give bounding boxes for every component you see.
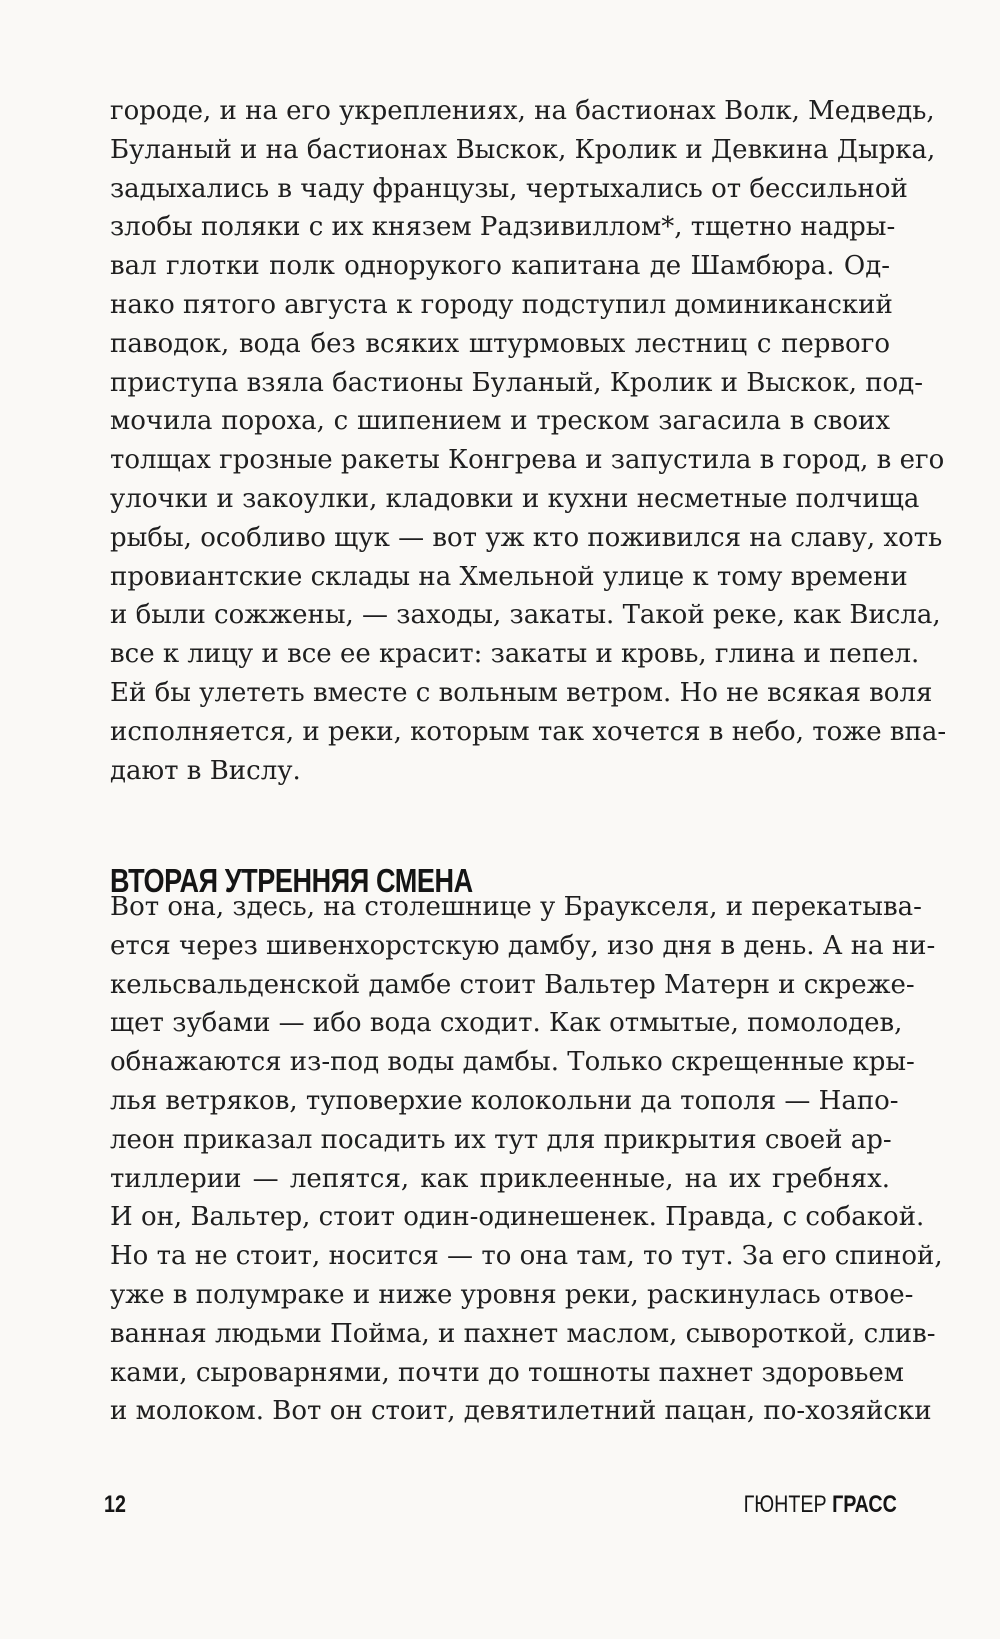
body-text-section-1 bbox=[110, 92, 947, 790]
text-line: обнажаются из-под воды дамбы. Только скрещенные кры- bbox=[110, 1047, 915, 1078]
text-line: И он, Вальтер, стоит один-одинешенек. Правда, с собакой. bbox=[110, 1202, 925, 1233]
text-line: все к лицу и все ее красит: закаты и кровь, глина и пепел. bbox=[110, 639, 920, 670]
text-line: дают в Вислу. bbox=[110, 755, 301, 786]
text-line: и были сожжены, — заходы, закаты. Такой реке, как Висла, bbox=[110, 600, 941, 631]
section-heading: ВТОРАЯ УТРЕННЯЯ СМЕНА bbox=[110, 862, 473, 899]
running-footer-author bbox=[744, 1491, 897, 1519]
body-text-section-2 bbox=[110, 888, 943, 1431]
author-last-name: ГРАСС bbox=[832, 1491, 897, 1518]
text-line: паводок, вода без всяких штурмовых лестниц с первого bbox=[110, 328, 890, 359]
text-line: лья ветряков, туповерхие колокольни да тополя — Напо- bbox=[110, 1085, 899, 1116]
text-line: провиантские склады на Хмельной улице к тому времени bbox=[110, 561, 908, 592]
text-line: толщах грозные ракеты Конгрева и запустила в город, в его bbox=[110, 445, 945, 476]
text-line: и молоком. Вот он стоит, девятилетний пацан, по-хозяйски bbox=[110, 1396, 932, 1427]
page-number: 12 bbox=[104, 1491, 126, 1518]
text-line: щет зубами — ибо вода сходит. Как отмытые, помолодев, bbox=[110, 1008, 903, 1039]
text-line: ванная людьми Пойма, и пахнет маслом, сывороткой, слив- bbox=[110, 1318, 936, 1349]
text-line: кельсвальденской дамбе стоит Вальтер Матерн и скреже- bbox=[110, 969, 915, 1000]
author-first-name: ГЮНТЕР bbox=[743, 1491, 827, 1518]
text-line: Буланый и на бастионах Выскок, Кролик и Девкина Дырка, bbox=[110, 134, 936, 165]
text-line: мочила пороха, с шипением и треском загасила в своих bbox=[110, 406, 890, 437]
text-line: приступа взяла бастионы Буланый, Кролик и Выскок, под- bbox=[110, 367, 924, 398]
text-line: тиллерии — лепятся, как приклеенные, на их гребнях. bbox=[110, 1163, 890, 1194]
text-line: Вот она, здесь, на столешнице у Браукселя, и перекатыва- bbox=[110, 892, 922, 922]
text-line: злобы поляки с их князем Радзивиллом*, тщетно надры- bbox=[110, 212, 896, 243]
text-line: исполняется, и реки, которым так хочется в небо, тоже впа- bbox=[110, 716, 947, 747]
text-line: вал глотки полк однорукого капитана де Шамбюра. Од- bbox=[110, 251, 890, 282]
text-line: городе, и на его укреплениях, на бастионах Волк, Медведь, bbox=[110, 96, 935, 126]
text-line: улочки и закоулки, кладовки и кухни несметные полчища bbox=[110, 483, 920, 514]
text-line: ками, сыроварнями, почти до тошноты пахнет здоровьем bbox=[110, 1357, 904, 1388]
text-line: уже в полумраке и ниже уровня реки, раскинулась отвое- bbox=[110, 1279, 914, 1310]
text-line: рыбы, особливо щук — вот уж кто поживился на славу, хоть bbox=[110, 522, 943, 553]
text-line: задыхались в чаду французы, чертыхались от бессильной bbox=[110, 173, 908, 204]
text-line: леон приказал посадить их тут для прикрытия своей ар- bbox=[110, 1124, 892, 1155]
text-line: Ей бы улететь вместе с вольным ветром. Но не всякая воля bbox=[110, 677, 933, 708]
text-line: нако пятого августа к городу подступил доминиканский bbox=[110, 289, 893, 320]
text-line: ется через шивенхорстскую дамбу, изо дня в день. А на ни- bbox=[110, 930, 936, 961]
text-line: Но та не стоит, носится — то она там, то тут. За его спиной, bbox=[110, 1241, 943, 1272]
